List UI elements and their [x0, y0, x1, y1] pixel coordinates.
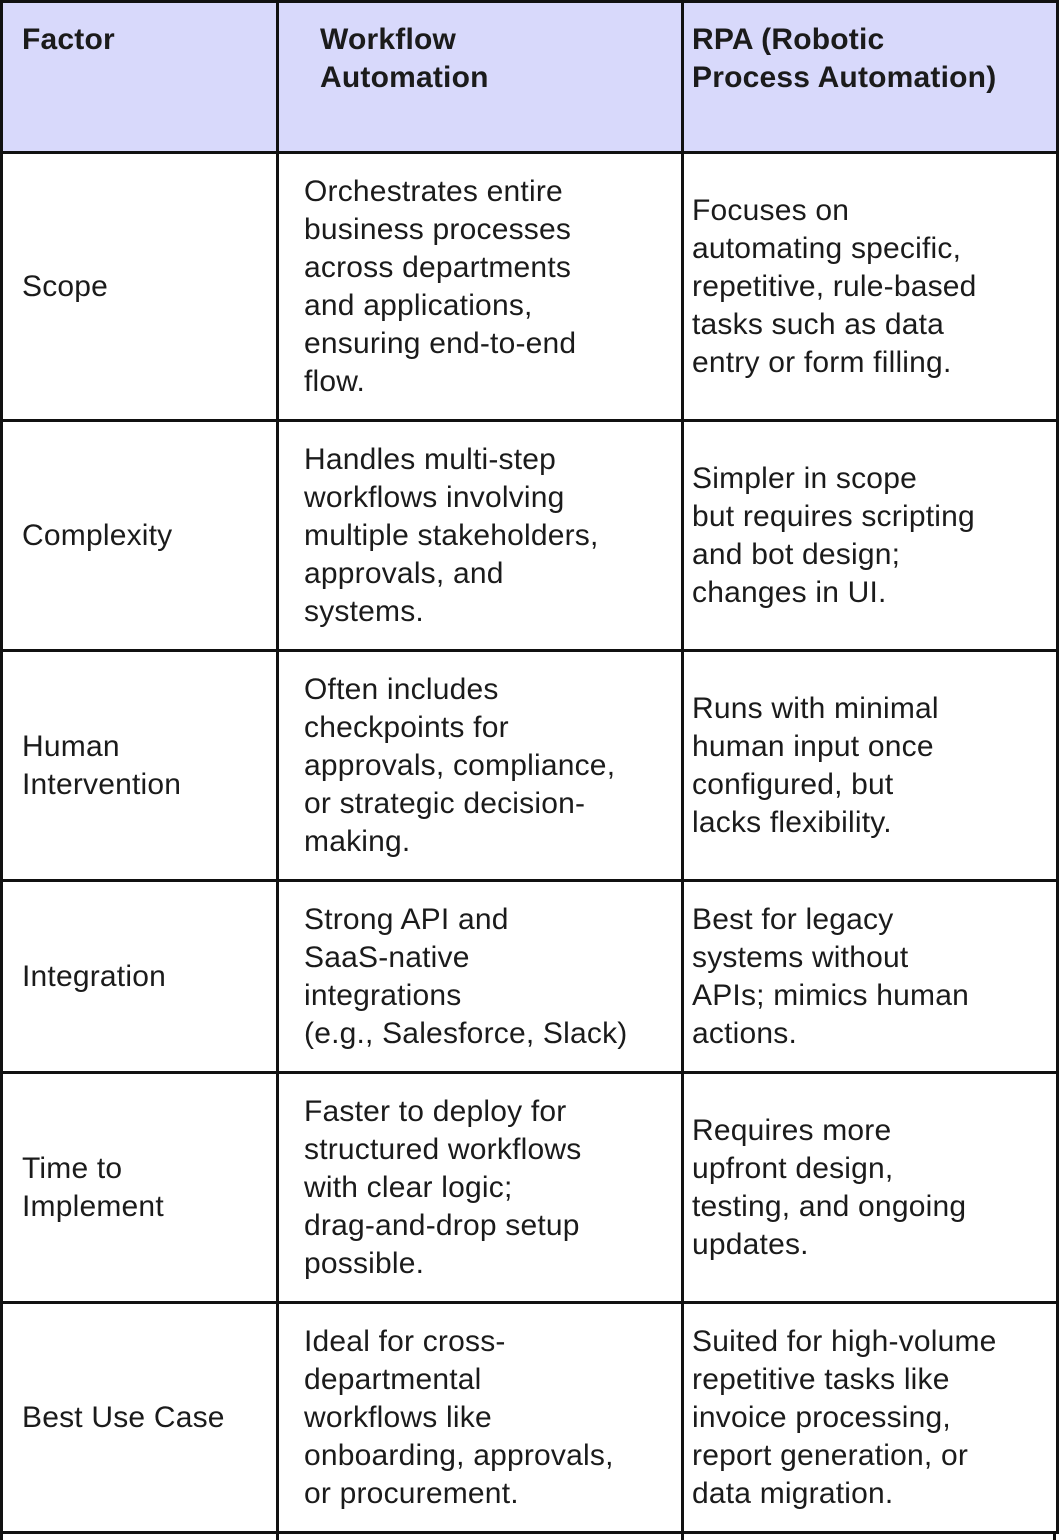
factor-cell: [2, 651, 278, 881]
table-row-integration: [2, 881, 1058, 1073]
workflow-cell: [278, 153, 683, 421]
header-factor: [2, 2, 278, 153]
table-row-scope: [2, 153, 1058, 421]
header-workflow-label: Workflow Automation: [320, 23, 489, 94]
header-workflow-automation: [278, 2, 683, 153]
header-rpa-label: RPA (Robotic Process Automation): [692, 23, 997, 94]
table-row-time-to-implement: [2, 1073, 1058, 1303]
workflow-text: Faster to deploy for structured workflows with clear logic; drag-and-drop setup possible.: [304, 1094, 582, 1280]
workflow-cell: [278, 421, 683, 651]
rpa-cell: [683, 421, 1058, 651]
rpa-cell: [683, 153, 1058, 421]
factor-cell: [2, 153, 278, 421]
table-row-complexity: [2, 421, 1058, 651]
workflow-text: Handles multi-step workflows involving multiple stakeholders, approvals, and systems.: [304, 442, 599, 628]
workflow-cell: [278, 881, 683, 1073]
column-divider: [1053, 1531, 1056, 1540]
rpa-text: Runs with minimal human input once configured, but lacks flexibility.: [692, 691, 939, 839]
workflow-cell: [278, 1073, 683, 1303]
rpa-cell: [683, 651, 1058, 881]
table-row-human-intervention: [2, 651, 1058, 881]
factor-label: Best Use Case: [22, 1400, 225, 1434]
rpa-text: Requires more upfront design, testing, and ongoing updates.: [692, 1113, 967, 1261]
factor-label: Human Intervention: [22, 729, 182, 801]
workflow-text: Orchestrates entire business processes across departments and applications, ensuring end-to-end flow.: [304, 174, 577, 398]
table-header-row: [2, 2, 1058, 153]
workflow-cell: [278, 651, 683, 881]
header-rpa: [683, 2, 1058, 153]
workflow-text: Strong API and SaaS-native integrations (e.g., Salesforce, Slack): [304, 902, 628, 1050]
factor-label: Time to Implement: [22, 1151, 164, 1223]
rpa-cell: [683, 1303, 1058, 1533]
rpa-text: Focuses on automating specific, repetitive, rule-based tasks such as data entry or form filling.: [692, 193, 977, 379]
factor-cell: [2, 881, 278, 1073]
column-divider: [276, 1531, 279, 1540]
rpa-text: Simpler in scope but requires scripting and bot design; changes in UI.: [692, 461, 975, 609]
factor-cell: [2, 421, 278, 651]
table-continuation-edge: [0, 1531, 1056, 1540]
workflow-text: Ideal for cross- departmental workflows like onboarding, approvals, or procurement.: [304, 1324, 614, 1510]
rpa-cell: [683, 1073, 1058, 1303]
rpa-text: Suited for high-volume repetitive tasks like invoice processing, report generation, or data migration.: [692, 1324, 997, 1510]
column-divider: [681, 1531, 684, 1540]
factor-label: Complexity: [22, 518, 173, 552]
workflow-cell: [278, 1303, 683, 1533]
factor-label: Scope: [22, 269, 109, 303]
workflow-text: Often includes checkpoints for approvals, compliance, or strategic decision- making.: [304, 672, 616, 858]
factor-label: Integration: [22, 959, 166, 993]
factor-cell: [2, 1303, 278, 1533]
header-factor-label: Factor: [22, 23, 115, 56]
rpa-text: Best for legacy systems without APIs; mimics human actions.: [692, 902, 969, 1050]
factor-cell: [2, 1073, 278, 1303]
table-row-best-use-case: [2, 1303, 1058, 1533]
rpa-cell: [683, 881, 1058, 1073]
